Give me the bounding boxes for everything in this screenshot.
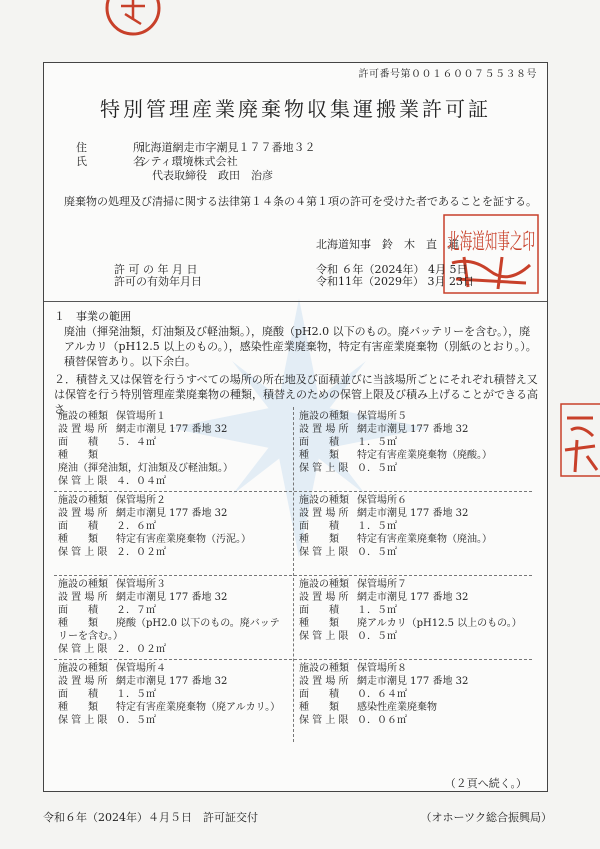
facility-limit-row bbox=[58, 475, 288, 488]
facility-kind-value: 廃アルカリ（pH12.5 以上のもの。） bbox=[357, 618, 522, 629]
issue-date: 令和６年（2024年）４月５日 許可証交付 bbox=[43, 811, 258, 824]
facility-kind-label: 種 類 bbox=[299, 702, 339, 713]
facility-type-value: 保管場所３ bbox=[116, 579, 166, 590]
facility-type-row bbox=[58, 662, 288, 675]
facility-limit-row bbox=[299, 630, 529, 643]
facility-area-row bbox=[58, 436, 288, 449]
facility-kind-row bbox=[58, 617, 288, 643]
facility-limit-value: ２．０２㎡ bbox=[116, 547, 166, 558]
facility-type-label: 施設の種類 bbox=[58, 663, 108, 674]
continued-note: （２頁へ続く。） bbox=[444, 777, 527, 790]
company-name: シティ環境株式会社 bbox=[139, 155, 238, 168]
facility-location-label: 設 置 場 所 bbox=[58, 508, 108, 519]
facility-area-row bbox=[58, 520, 288, 533]
permit-number: 許可番号第００１６００７５５３８号 bbox=[358, 69, 537, 80]
issuer: （オホーツク総合振興局） bbox=[420, 811, 552, 824]
facility-type-label: 施設の種類 bbox=[58, 411, 108, 422]
facility-area-row bbox=[299, 436, 529, 449]
facility-kind-row bbox=[299, 617, 529, 630]
facility-cell bbox=[58, 494, 288, 559]
facility-area-value: ２．７㎡ bbox=[116, 605, 156, 616]
facility-location-label: 設 置 場 所 bbox=[299, 424, 349, 435]
permit-date-label: 許 可 の 年 月 日 bbox=[114, 263, 198, 276]
facility-location-row bbox=[299, 423, 529, 436]
facility-location-row bbox=[299, 591, 529, 604]
facility-type-row bbox=[58, 494, 288, 507]
facility-grid bbox=[54, 407, 532, 742]
facility-area-label: 面 積 bbox=[58, 689, 98, 700]
facility-location-label: 設 置 場 所 bbox=[299, 676, 349, 687]
governor-name: 北海道知事 鈴 木 直 道 bbox=[316, 238, 459, 251]
facility-area-value: ２．６㎡ bbox=[116, 521, 156, 532]
facility-kind-label: 種 類 bbox=[58, 618, 98, 629]
facility-area-value: １．５㎡ bbox=[357, 521, 397, 532]
facility-kind-value: 特定有害産業廃棄物（廃油。） bbox=[357, 534, 492, 545]
facility-limit-label: 保 管 上 限 bbox=[58, 476, 108, 487]
facility-type-label: 施設の種類 bbox=[299, 579, 349, 590]
facility-kind-value: 廃油（揮発油類，灯油類及び軽油類。） bbox=[58, 463, 233, 474]
facility-type-value: 保管場所６ bbox=[357, 495, 407, 506]
facility-type-row bbox=[299, 578, 529, 591]
facility-type-label: 施設の種類 bbox=[58, 495, 108, 506]
facility-kind-row bbox=[299, 449, 529, 462]
facility-area-row bbox=[299, 520, 529, 533]
expiry-label: 許可の有効年月日 bbox=[114, 275, 202, 288]
facility-limit-label: 保 管 上 限 bbox=[58, 644, 108, 655]
facility-location-row bbox=[58, 423, 288, 436]
facility-limit-value: ０．５㎡ bbox=[357, 547, 397, 558]
facility-area-label: 面 積 bbox=[58, 605, 98, 616]
name-label: 氏 名 bbox=[76, 155, 152, 168]
facility-limit-label: 保 管 上 限 bbox=[299, 547, 349, 558]
facility-limit-label: 保 管 上 限 bbox=[58, 715, 108, 726]
facility-cell bbox=[299, 662, 529, 727]
facility-area-value: １．５㎡ bbox=[357, 605, 397, 616]
facility-limit-label: 保 管 上 限 bbox=[58, 547, 108, 558]
address-label: 住 所 bbox=[76, 141, 152, 154]
facility-location-value: 網走市潮見 177 番地 32 bbox=[357, 676, 469, 687]
facility-limit-label: 保 管 上 限 bbox=[299, 631, 349, 642]
facility-location-row bbox=[58, 675, 288, 688]
facility-location-row bbox=[58, 507, 288, 520]
permit-document bbox=[43, 62, 548, 792]
facility-type-value: 保管場所４ bbox=[116, 663, 166, 674]
facility-area-row bbox=[299, 604, 529, 617]
facility-kind-label: 種 類 bbox=[299, 450, 339, 461]
facility-location-value: 網走市潮見 177 番地 32 bbox=[357, 508, 469, 519]
facility-location-label: 設 置 場 所 bbox=[299, 592, 349, 603]
facility-kind-value: 感染性産業廃棄物 bbox=[357, 702, 437, 713]
facility-area-label: 面 積 bbox=[58, 437, 98, 448]
facility-location-value: 網走市潮見 177 番地 32 bbox=[357, 592, 469, 603]
facility-limit-row bbox=[299, 546, 529, 559]
facility-location-label: 設 置 場 所 bbox=[58, 676, 108, 687]
facility-kind-row bbox=[58, 449, 288, 475]
expiry-date: 令和11年（2029年） 3月 23日 bbox=[316, 275, 474, 288]
facility-type-label: 施設の種類 bbox=[58, 579, 108, 590]
facility-area-value: ０．６４㎡ bbox=[357, 689, 407, 700]
facility-kind-row bbox=[299, 533, 529, 546]
facility-type-label: 施設の種類 bbox=[299, 411, 349, 422]
facility-cell bbox=[299, 410, 529, 475]
facility-cell bbox=[58, 662, 288, 727]
facility-area-label: 面 積 bbox=[299, 521, 339, 532]
permit-date: 令和 ６年（2024年） 4月 5日 bbox=[316, 263, 468, 276]
facility-location-row bbox=[58, 591, 288, 604]
facility-location-value: 網走市潮見 177 番地 32 bbox=[116, 424, 228, 435]
facility-kind-value: 特定有害産業廃棄物（廃アルカリ。） bbox=[116, 702, 281, 713]
section1-heading: １ 事業の範囲 bbox=[54, 310, 131, 323]
facility-location-value: 網走市潮見 177 番地 32 bbox=[116, 676, 228, 687]
address-value: 北海道網走市字潮見１７７番地３２ bbox=[139, 141, 316, 154]
facility-type-row bbox=[299, 494, 529, 507]
facility-area-row bbox=[299, 688, 529, 701]
facility-location-value: 網走市潮見 177 番地 32 bbox=[116, 508, 228, 519]
facility-limit-label: 保 管 上 限 bbox=[299, 463, 349, 474]
facility-limit-value: ４．０４㎡ bbox=[116, 476, 166, 487]
top-seal-stamp bbox=[103, 0, 163, 38]
facility-kind-row bbox=[58, 701, 288, 714]
facility-limit-row bbox=[58, 546, 288, 559]
grid-divider-row-3 bbox=[54, 659, 532, 660]
facility-location-label: 設 置 場 所 bbox=[299, 508, 349, 519]
section2-heading: ２．積替え又は保管を行うすべての場所の所在地及び面積並びに当該場所ごとにそれぞれ積替え又は保管を行う特別管理産業廃棄物の種類，積替えのための保管上限及び積み上げることができる高さ bbox=[54, 373, 538, 416]
facility-cell bbox=[299, 494, 529, 559]
facility-area-row bbox=[58, 604, 288, 617]
facility-type-value: 保管場所２ bbox=[116, 495, 166, 506]
seal-text-top: 北海道知事之印 bbox=[447, 230, 535, 255]
facility-cell bbox=[58, 578, 288, 656]
facility-kind-row bbox=[58, 533, 288, 546]
facility-limit-value: ０．５㎡ bbox=[357, 631, 397, 642]
facility-area-row bbox=[58, 688, 288, 701]
facility-location-label: 設 置 場 所 bbox=[58, 592, 108, 603]
side-seal-stamp bbox=[557, 400, 600, 480]
facility-location-value: 網走市潮見 177 番地 32 bbox=[116, 592, 228, 603]
facility-limit-label: 保 管 上 限 bbox=[299, 715, 349, 726]
facility-type-row bbox=[299, 410, 529, 423]
facility-area-label: 面 積 bbox=[299, 689, 339, 700]
representative: 代表取締役 政田 治彦 bbox=[152, 169, 273, 182]
section1 bbox=[54, 309, 539, 369]
facility-kind-label: 種 類 bbox=[58, 702, 98, 713]
facility-area-label: 面 積 bbox=[299, 605, 339, 616]
facility-limit-value: ０．５㎡ bbox=[116, 715, 156, 726]
facility-kind-label: 種 類 bbox=[58, 534, 98, 545]
facility-type-label: 施設の種類 bbox=[299, 495, 349, 506]
facility-area-value: １．５㎡ bbox=[357, 437, 397, 448]
facility-limit-value: ２．０２㎡ bbox=[116, 644, 166, 655]
facility-kind-value: 特定有害産業廃棄物（廃酸。） bbox=[357, 450, 492, 461]
facility-location-value: 網走市潮見 177 番地 32 bbox=[357, 424, 469, 435]
facility-type-value: 保管場所１ bbox=[116, 411, 166, 422]
facility-limit-value: ０．０６㎡ bbox=[357, 715, 407, 726]
facility-limit-value: ０．５㎡ bbox=[357, 463, 397, 474]
facility-area-label: 面 積 bbox=[299, 437, 339, 448]
grid-divider-row-1 bbox=[54, 491, 532, 492]
facility-type-row bbox=[58, 410, 288, 423]
facility-area-label: 面 積 bbox=[58, 521, 98, 532]
facility-kind-row bbox=[299, 701, 529, 714]
facility-type-row bbox=[299, 662, 529, 675]
section1-body: 廃油（揮発油類，灯油類及び軽油類。），廃酸（pH2.0 以下のもの。廃バッテリーを含む。），廃アルカリ（pH12.5 以上のもの。），感染性産業廃棄物，特定有害産業廃棄物（別紙のとおり。）。積替保管あり。以下余白。 bbox=[64, 325, 537, 368]
facility-location-row bbox=[299, 675, 529, 688]
facility-type-value: 保管場所７ bbox=[357, 579, 407, 590]
grid-divider-row-2 bbox=[54, 575, 532, 576]
facility-kind-value: 特定有害産業廃棄物（汚泥。） bbox=[116, 534, 251, 545]
facility-kind-value: 廃酸（pH2.0 以下のもの。廃バッテリーを含む。） bbox=[58, 618, 280, 642]
facility-type-value: 保管場所５ bbox=[357, 411, 407, 422]
facility-limit-row bbox=[299, 462, 529, 475]
facility-type-row bbox=[58, 578, 288, 591]
section-divider bbox=[44, 301, 547, 302]
facility-limit-row bbox=[58, 714, 288, 727]
document-title: 特別管理産業廃棄物収集運搬業許可証 bbox=[100, 97, 491, 121]
facility-kind-label: 種 類 bbox=[299, 534, 339, 545]
facility-cell bbox=[299, 578, 529, 643]
facility-type-label: 施設の種類 bbox=[299, 663, 349, 674]
facility-kind-label: 種 類 bbox=[299, 618, 339, 629]
facility-limit-row bbox=[299, 714, 529, 727]
certification-text: 廃棄物の処理及び清掃に関する法律第１４条の４第１項の許可を受けた者であることを証する。 bbox=[64, 195, 537, 208]
facility-location-label: 設 置 場 所 bbox=[58, 424, 108, 435]
facility-location-row bbox=[299, 507, 529, 520]
facility-limit-row bbox=[58, 643, 288, 656]
facility-area-value: ５．４㎡ bbox=[116, 437, 156, 448]
facility-kind-label: 種 類 bbox=[58, 450, 98, 461]
facility-type-value: 保管場所８ bbox=[357, 663, 407, 674]
facility-area-value: １．５㎡ bbox=[116, 689, 156, 700]
facility-cell bbox=[58, 410, 288, 488]
